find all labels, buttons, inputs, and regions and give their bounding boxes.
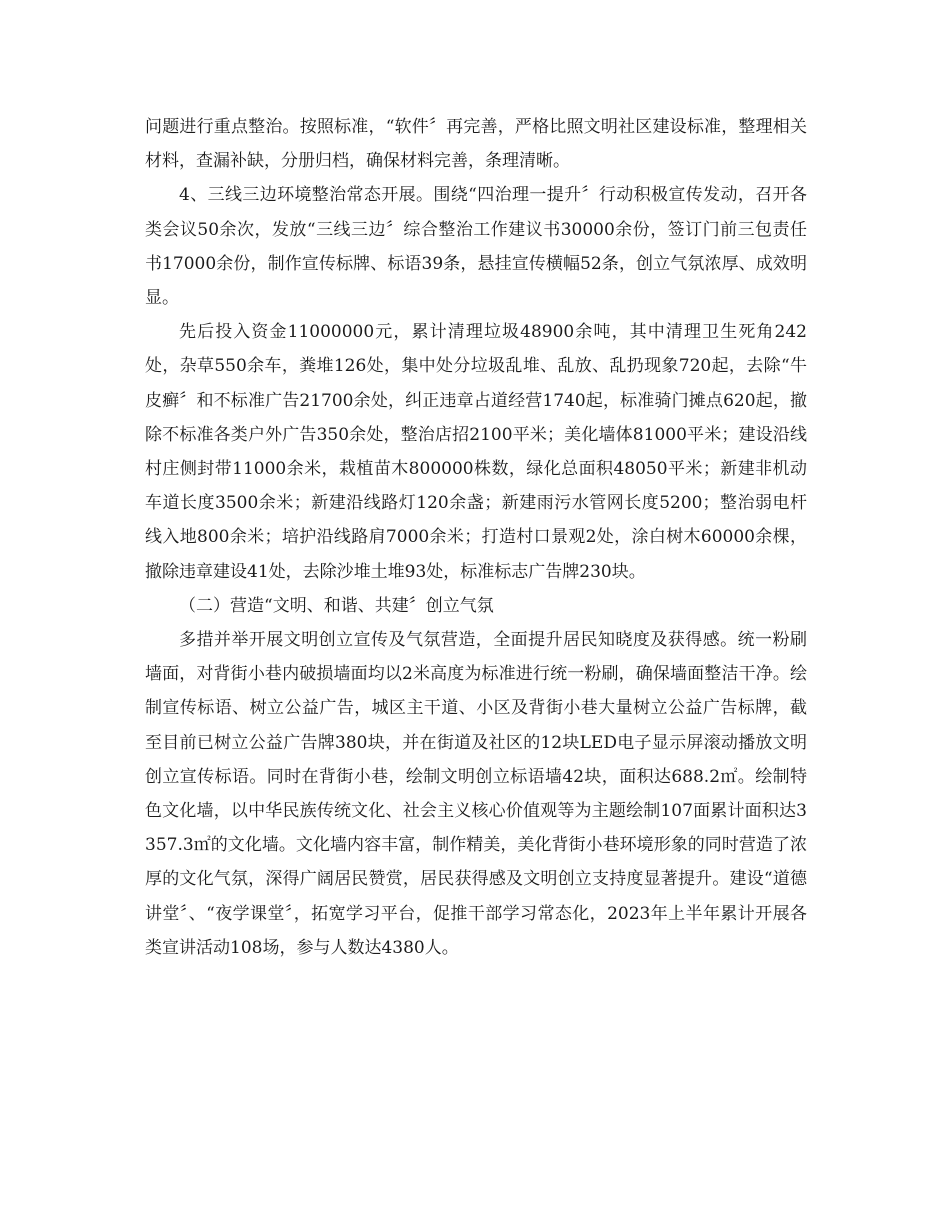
- paragraph-continuation: 问题进行重点整治。按照标准，“软件〞再完善，严格比照文明社区建设标准，整理相关材料，查漏补缺，分册归档，确保材料完善，条理清晰。: [145, 117, 807, 172]
- paragraph-item-4: 4、三线三边环境整治常态开展。围绕“四治理一提升〞行动积极宣传发动，召开各类会议50余次，发放“三线三边〞综合整治工作建议书30000余份，签订门前三包责任书17000余份，制作宣传标牌、标语39条，悬挂宣传横幅52条，创立气氛浓厚、成效明显。: [145, 185, 807, 309]
- paragraph-investment: 先后投入资金11000000元，累计清理垃圾48900余吨，其中清理卫生死角242处，杂草550余车，粪堆126处，集中处分垃圾乱堆、乱放、乱扔现象720起，去除“牛皮癣〞和不标准广告21700余处，纠正违章占道经营1740起，标准骑门摊点620起，撤除不标准各类户外广告350余处，整治店招2100平米；美化墙体81000平米；建设沿线村庄侧封带11000余米，栽植苗木800000株数，绿化总面积48050平米；新建非机动车道长度3500余米；新建沿线路灯120余盏；新建雨污水管网长度5200；整治弱电杆线入地800余米；培护沿线路肩7000余米；打造村口景观2处，涂白树木60000余棵，撤除违章建设41处，去除沙堆土堆93处，标准标志广告牌230块。: [145, 322, 807, 582]
- document-page: [145, 110, 807, 965]
- section-heading: （二）营造“文明、和谐、共建〞创立气氛: [179, 595, 494, 616]
- paragraph-publicity: 多措并举开展文明创立宣传及气氛营造，全面提升居民知晓度及获得感。统一粉刷墙面，对背街小巷内破损墙面均以2米高度为标准进行统一粉刷，确保墙面整洁干净。绘制宣传标语、树立公益广告，城区主干道、小区及背街小巷大量树立公益广告标牌，截至目前已树立公益广告牌380块，并在街道及社区的12块LED电子显示屏滚动播放文明创立宣传标语。同时在背街小巷，绘制文明创立标语墙42块，面积达688.2㎡。绘制特色文化墙，以中华民族传统文化、社会主义核心价值观等为主题绘制107面累计面积达3357.3㎡的文化墙。文化墙内容丰富，制作精美，美化背街小巷环境形象的同时营造了浓厚的文化气氛，深得广阔居民赞赏，居民获得感及文明创立支持度显著提升。建设“道德讲堂〞、“夜学课堂〞，拓宽学习平台，促推干部学习常态化，2023年上半年累计开展各类宣讲活动108场，参与人数达4380人。: [145, 630, 807, 958]
